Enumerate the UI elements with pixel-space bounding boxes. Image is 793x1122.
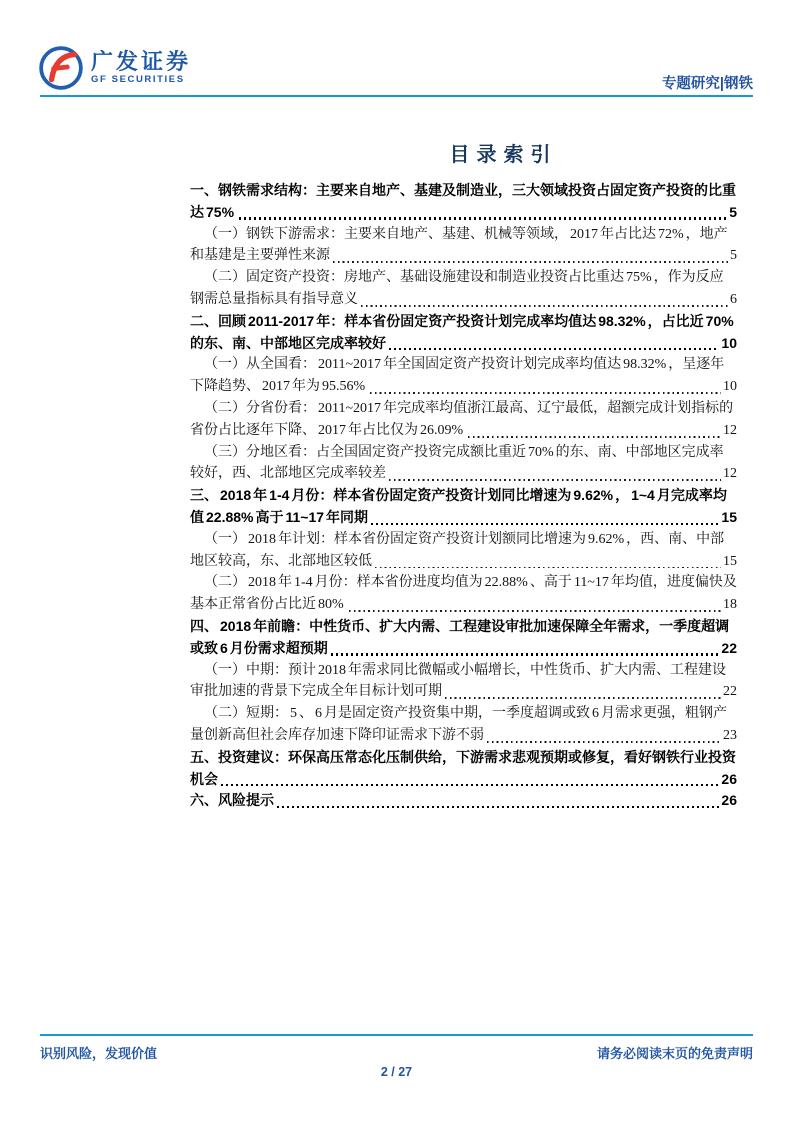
toc-page-number: 22 [723,684,737,700]
toc-dot-leader [487,741,721,743]
toc-page-number: 15 [723,553,737,569]
toc-page-number: 5 [730,248,737,264]
toc-dot-leader [331,653,720,655]
toc-page-number: 23 [723,727,737,743]
toc-dot-leader [349,610,721,612]
toc-entry[interactable]: （ 二 ） 分 省 份 看 ： 2011~2017 年 完 成 率 均 值 浙 江 最 高 、 辽 宁 最 低 ， 超 额 完 成 计 划 指 标 的 省 份 占 比 逐 年 下 降 、 2017 年 占 比 仅 为 26.09% 12 [190,398,737,442]
toc-page-number: 10 [721,334,737,351]
toc-entry[interactable]: （ 一 ） 钢 铁 下 游 需 求 ： 主 要 来 自 地 产 、 基 建 、 机 械 等 领 域 ， 2017 年 占 比 达 72% ， 地 产 和 基 建 是 主 要 弹 性 来 源 5 [190,224,737,268]
toc-entry[interactable]: （ 一 ） 从 全 国 看 ： 2011~2017 年 全 国 固 定 资 产 投 资 计 划 完 成 率 均 值 达 98.32% ， 呈 逐 年 下 降 趋 势 、 2017 年 为 95.56% 10 [190,354,737,398]
toc-dot-leader [468,436,721,438]
toc-page-number: 26 [721,770,737,787]
header-divider [40,95,753,97]
toc-page-number: 15 [721,508,737,525]
toc [190,180,737,812]
page-number-indicator: 2 / 27 [380,1065,413,1079]
toc-entry[interactable]: 五 、 投 资 建 议 ： 环 保 高 压 常 态 化 压 制 供 给 ， 下 游 需 求 悲 观 预 期 或 修 复 ， 看 好 钢 铁 行 业 投 资 机 会 26 [190,747,737,791]
toc-entry[interactable]: （ 一 ） 2018 年 计 划 ： 样 本 省 份 固 定 资 产 投 资 计 划 额 同 比 增 速 为 9.62% ， 西 、 南 、 中 部 地 区 较 高 ， 东 、 北 部 地 区 较 低 15 [190,529,737,573]
toc-page-number: 18 [723,597,737,613]
toc-dot-leader [361,305,728,307]
toc-dot-leader [389,479,721,481]
toc-page-number: 6 [730,291,737,307]
toc-dot-leader [371,523,719,525]
toc-entry[interactable]: 一 、 钢 铁 需 求 结 构 ： 主 要 来 自 地 产 、 基 建 及 制 造 业 ， 三 大 领 域 投 资 占 固 定 资 产 投 资 的 比 重 达 75% 5 [190,180,737,224]
brand-name-cn: 广发证券 [91,49,192,74]
toc-entry[interactable]: 二 、 回 顾 2011-2017 年 ： 样 本 省 份 固 定 资 产 投 资 计 划 完 成 率 均 值 达 98.32% ， 占 比 近 70% 的 东 、 南 、 中 部 地 区 完 成 率 较 好 10 [190,311,737,355]
toc-dot-leader [375,567,721,569]
toc-dot-leader [277,806,719,808]
toc-entry[interactable]: 三 、 2018 年 1-4 月 份 ： 样 本 省 份 固 定 资 产 投 资 计 划 同 比 增 速 为 9.62% ， 1~4 月 完 成 率 均 值 22.88% 高 于 11~17 年 同 期 15 [190,485,737,529]
toc-dot-leader [239,217,727,219]
toc-dot-leader [370,392,721,394]
toc-entry[interactable]: （ 二 ） 固 定 资 产 投 资 ： 房 地 产 、 基 础 设 施 建 设 和 制 造 业 投 资 占 比 重 达 75% ， 作 为 反 应 钢 需 总 量 指 标 具 有 指 导 意 义 6 [190,267,737,311]
toc-page-number: 26 [721,792,737,809]
toc-dot-leader [221,784,719,786]
footer-divider [40,1034,753,1036]
gf-logo-icon [38,45,84,91]
toc-entry[interactable]: （ 二 ） 短 期 ： 5 、 6 月 是 固 定 资 产 投 资 集 中 期 ， 一 季 度 超 调 或 致 6 月 需 求 更 强 ， 粗 钢 产 量 创 新 高 但 社 会 库 存 加 速 下 降 印 证 需 求 下 游 不 弱 23 [190,703,737,747]
toc-page-number: 22 [721,639,737,656]
gf-securities-logo [38,45,191,91]
footer-slogan: 识别风险，发现价值 [40,1046,158,1061]
toc-page-number: 10 [723,379,737,395]
toc-entry[interactable]: 四 、 2018 年 前 瞻 ： 中 性 货 币 、 扩 大 内 需 、 工 程 建 设 审 批 加 速 保 障 全 年 需 求 ， 一 季 度 超 调 或 致 6 月 份 需 求 超 预 期 22 [190,616,737,660]
page-title: 目录索引 [449,144,558,166]
toc-entry[interactable]: （ 三 ） 分 地 区 看 ： 占 全 国 固 定 资 产 投 资 完 成 额 比 重 近 70% 的 东 、 南 、 中 部 地 区 完 成 率 较 好 ， 西 、 北 部 地 区 完 成 率 较 差 12 [190,442,737,486]
footer-disclaimer-note: 请务必阅读末页的免责声明 [596,1046,753,1061]
toc-dot-leader [333,261,728,263]
logo-text [91,50,191,86]
toc-page-number: 5 [729,203,737,220]
toc-page-number: 12 [723,466,737,482]
toc-dot-leader [389,348,719,350]
toc-entry[interactable]: （ 一 ） 中 期 ： 预 计 2018 年 需 求 同 比 微 幅 或 小 幅 增 长 ， 中 性 货 币 、 扩 大 内 需 、 工 程 建 设 审 批 加 速 的 背 景 下 完 成 全 年 目 标 计 划 可 期 22 [190,660,737,704]
report-category-label: 专题研究|钢铁 [661,76,753,92]
toc-entry[interactable]: 六 、 风 险 提 示 26 [190,790,737,812]
toc-page-number: 12 [723,422,737,438]
toc-entry[interactable]: （ 二 ） 2018 年 1-4 月 份 ： 样 本 省 份 进 度 均 值 为 22.88% 、 高 于 11~17 年 均 值 ， 进 度 偏 快 及 基 本 正 常 省 份 占 比 近 80% 18 [190,572,737,616]
toc-dot-leader [445,697,721,699]
brand-name-en: GF SECURITIES [91,74,185,85]
